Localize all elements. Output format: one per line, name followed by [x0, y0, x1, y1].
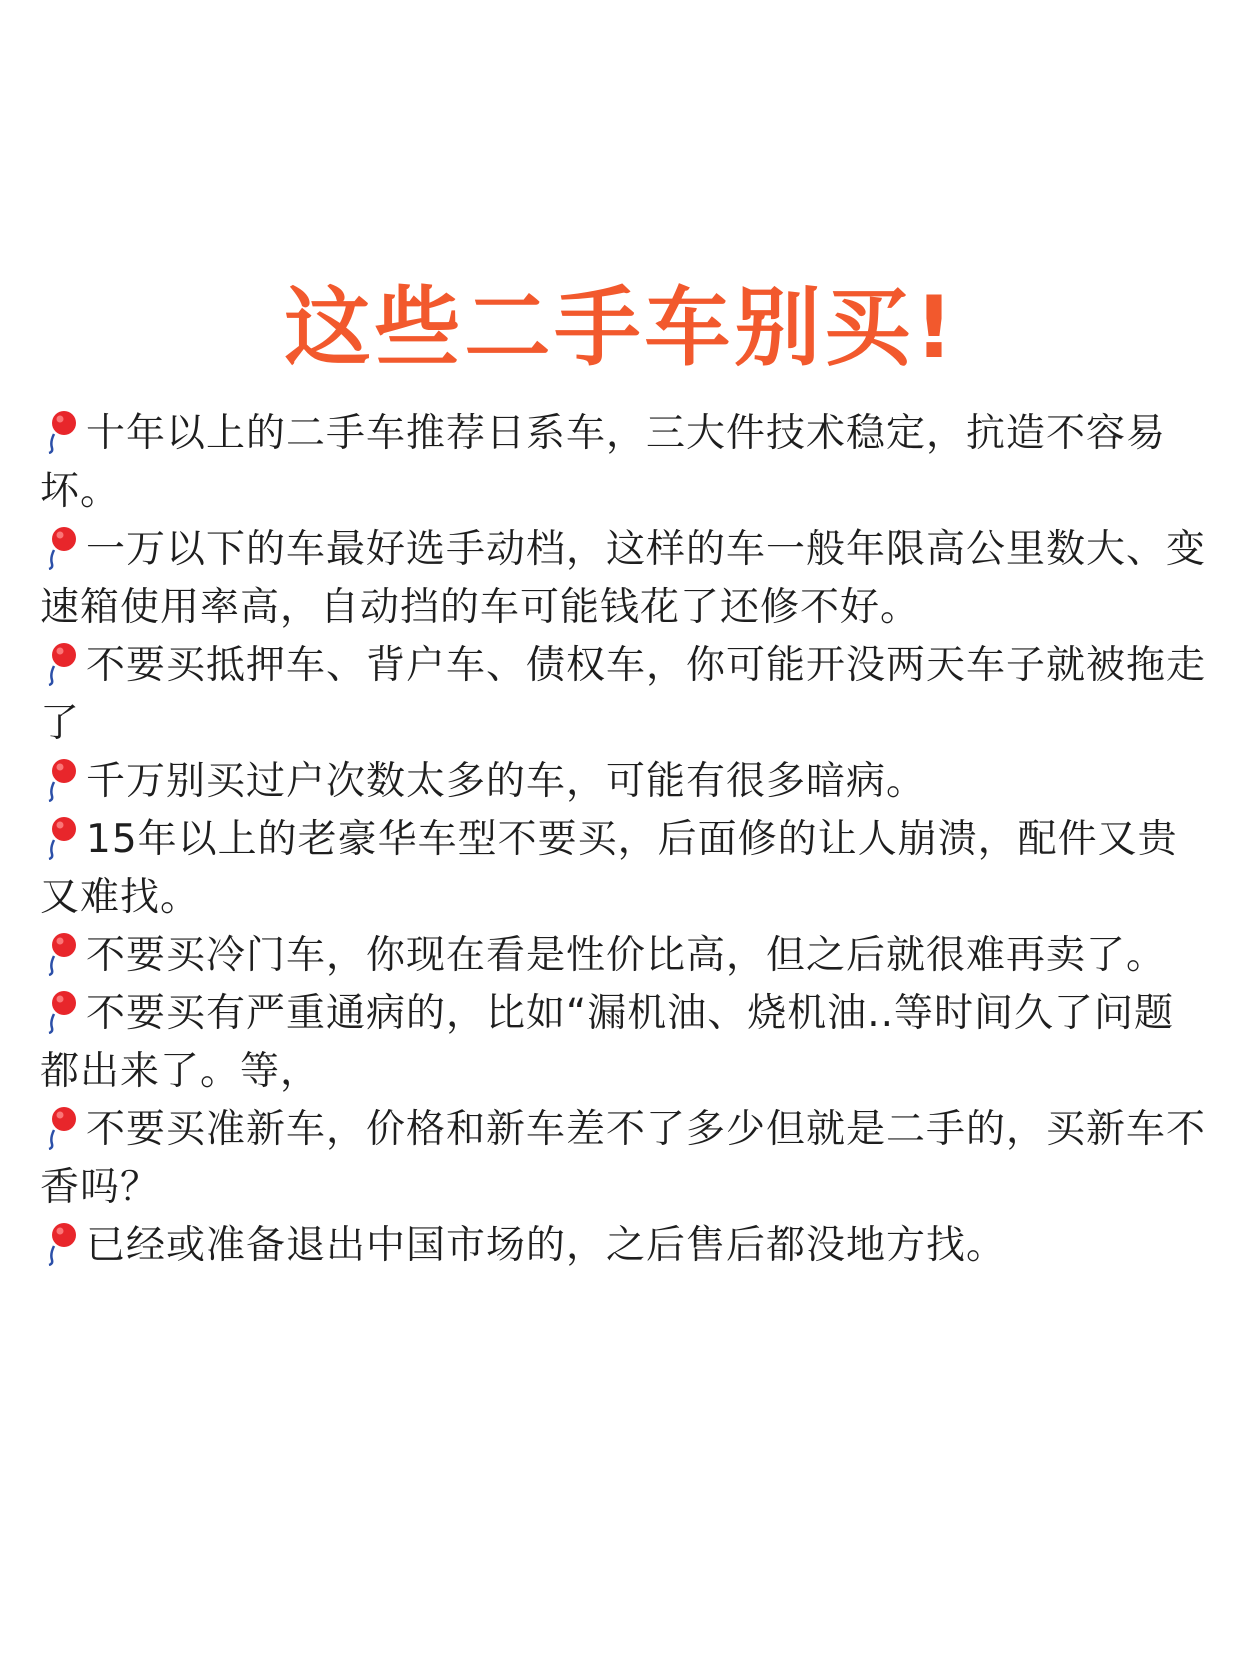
- list-item-text: 十年以上的二手车推荐日系车，三大件技术稳定，抗造不容易坏。: [40, 411, 1167, 514]
- list-item-text: 15年以上的老豪华车型不要买，后面修的让人崩溃，配件又贵又难找。: [40, 817, 1178, 920]
- list-item: [40, 811, 1210, 927]
- pushpin-icon: [40, 756, 82, 802]
- list-item-text: 已经或准备退出中国市场的，之后售后都没地方找。: [86, 1223, 1007, 1268]
- tips-list: [40, 405, 1210, 1275]
- list-item-text: 不要买准新车，价格和新车差不了多少但就是二手的，买新车不香吗？: [40, 1107, 1207, 1210]
- pushpin-icon: [40, 1104, 82, 1150]
- pushpin-icon: [40, 814, 82, 860]
- list-item: [40, 521, 1210, 637]
- list-item: [40, 405, 1210, 521]
- list-item: [40, 985, 1210, 1101]
- pushpin-icon: [40, 524, 82, 570]
- list-item-text: 不要买冷门车，你现在看是性价比高，但之后就很难再卖了。: [86, 933, 1167, 978]
- list-item: [40, 1217, 1210, 1275]
- pushpin-icon: [40, 988, 82, 1034]
- pushpin-icon: [40, 930, 82, 976]
- list-item-text: 不要买抵押车、背户车、债权车，你可能开没两天车子就被拖走了: [40, 643, 1207, 746]
- list-item: [40, 1101, 1210, 1217]
- list-item-text: 千万别买过户次数太多的车，可能有很多暗病。: [86, 759, 927, 804]
- pushpin-icon: [40, 640, 82, 686]
- page-title: 这些二手车别买!: [284, 278, 958, 378]
- list-item: [40, 753, 1210, 811]
- list-item-text: 不要买有严重通病的，比如“漏机油、烧机油..等时间久了问题都出来了。等，: [40, 991, 1174, 1094]
- list-item: [40, 927, 1210, 985]
- list-item-text: 一万以下的车最好选手动档，这样的车一般年限高公里数大、变速箱使用率高，自动挡的车可能钱花了还修不好。: [40, 527, 1207, 630]
- pushpin-icon: [40, 1220, 82, 1266]
- pushpin-icon: [40, 408, 82, 454]
- list-item: [40, 637, 1210, 753]
